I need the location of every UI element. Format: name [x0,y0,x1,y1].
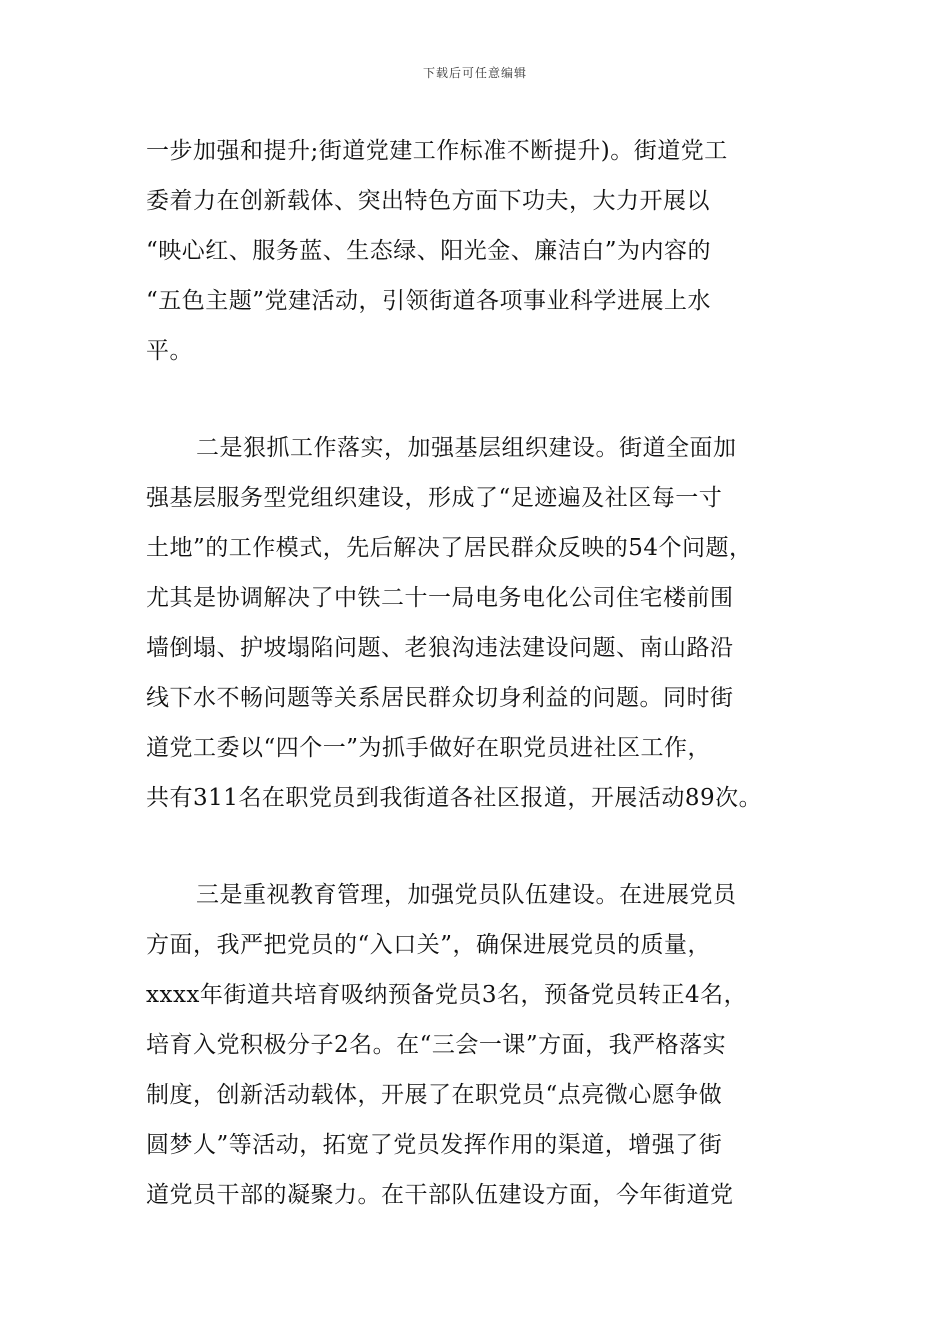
text-line: 圆梦人”等活动，拓宽了党员发挥作用的渠道，增强了街 [146,1132,723,1158]
text-line: 尤其是协调解决了中铁二十一局电务电化公司住宅楼前围 [146,585,734,611]
text-line: 共有311名在职党员到我街道各社区报道，开展活动89次。 [146,785,763,811]
text-line: 道党员干部的凝聚力。在干部队伍建设方面，今年街道党 [146,1182,734,1208]
text-line: 墙倒塌、护坡塌陷问题、老狼沟违法建设问题、南山路沿 [146,635,734,661]
text-line: 土地”的工作模式，先后解决了居民群众反映的54个问题， [146,535,753,561]
text-line: xxxx年街道共培育吸纳预备党员3名，预备党员转正4名， [146,982,748,1008]
text-line: 道党工委以“四个一”为抓手做好在职党员进社区工作， [146,735,712,761]
text-line: 制度，创新活动载体，开展了在职党员“点亮微心愿争做 [146,1082,723,1108]
text-line: 平。 [146,338,193,364]
page-header: 下载后可任意编辑 [422,66,527,80]
paragraph-3 [146,870,826,1220]
text-line: “映心红、服务蓝、生态绿、阳光金、廉洁白”为内容的 [146,238,712,264]
text-line: 委着力在创新载体、突出特色方面下功夫，大力开展以 [146,188,710,214]
text-line: 方面，我严把党员的“入口关”，确保进展党员的质量， [146,932,712,958]
text-line: 一步加强和提升;街道党建工作标准不断提升)。街道党工 [146,138,728,164]
text-line: 培育入党积极分子2名。在“三会一课”方面，我严格落实 [146,1032,727,1058]
text-line: 线下水不畅问题等关系居民群众切身利益的问题。同时街 [146,685,734,711]
paragraph-2 [146,423,826,823]
text-line: 三是重视教育管理，加强党员队伍建设。在进展党员 [196,882,737,908]
text-line: 强基层服务型党组织建设，形成了“足迹遍及社区每一寸 [146,485,723,511]
text-line: “五色主题”党建活动，引领街道各项事业科学进展上水 [146,288,712,314]
paragraph-1 [146,126,826,376]
text-line: 二是狠抓工作落实，加强基层组织建设。街道全面加 [196,435,737,461]
